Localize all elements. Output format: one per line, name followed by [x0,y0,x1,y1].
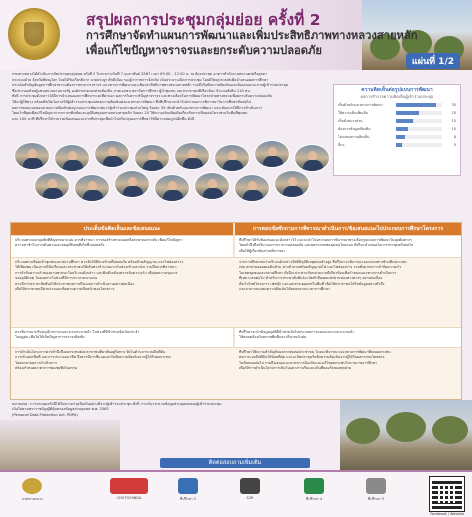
roadside-photo-right [340,400,472,470]
summary-bar-value: 35 [451,102,456,107]
intro-paragraph [12,72,330,136]
page-subtitle-line1: การศึกษาจัดทำแผนการพัฒนาและเพิ่มประสิทธิภาพทางหลวงสายหลัก [86,29,418,42]
summary-bar-value: 20 [451,110,456,115]
intro-line: โดยเร็วที่สุดเพื่อแก้ไขปัญหาการจราจรติดขัดและอุบัติเหตุบนทางหลวงสายหลัก ร้อยละ 20 ให้ความเห็นเพิ่มเติมเกี่ยวกับการเชื่อมต่อโครงข่ายในพื้นที่ชุมชน [12,111,248,116]
contact-banner: ติดต่อสอบถามเพิ่มเติม [160,458,310,468]
summary-subtitle: ผลการสำรวจความคิดเห็นผู้เข้าร่วมประชุม [360,94,434,99]
meeting-photo [294,144,330,172]
summary-title: ความคิดเห็นต่อรูปแบบการพัฒนา [361,87,433,93]
department-logo [8,8,60,60]
summary-bar-row [338,141,456,148]
summary-bar-track [396,127,442,131]
comments-table [10,222,462,400]
comment-cell: บริเวณทางแยกจุดตัดที่สัญจรหนาแน่น ควรพิจารณา การก่อสร้างทางลอดหรือสะพานยกระดับ เพื่อแก้ไขปัญหา ความล่าช้าในการเดินทางและลดอุบัติเหตุที่เกิดขึ้นบ่อยครั้ง [15,238,183,248]
summary-bar-fill [396,103,436,107]
table-row [11,327,461,347]
summary-bar-label: เห็นด้วยบางส่วน [338,118,363,123]
table-row [11,257,461,327]
page-title: สรุปผลการประชุมกลุ่มย่อย ครั้งที่ 2 [86,11,321,29]
partner-logo-mark [304,478,324,494]
partner-logo-mark [110,478,148,494]
intro-line: ทั้งนี้ การประชุมดังกล่าวได้มีการนำเสนอผลการศึกษาระยะที่ผ่านมา ผลการวิเคราะห์ปัญหาจราจร และทางเลือกในการพัฒนาโครงข่ายทางหลวงเพื่อยกระดับความปลอดภัย [12,94,273,99]
meeting-photo [14,142,50,170]
summary-bar-row [338,109,456,116]
summary-bar-row [338,117,456,124]
footnote: หมายเหตุ : การประชุมครั้งนี้ได้รับความร่วมมือเป็นอย่างดีจากผู้เข้าร่วมประชุม ทั้งนี้ การเก็บรวบรวมข้อมูลส่วนบุคคลของผู้เข้าร่วมประชุม เป็นไปตามพระราชบัญญัติคุ้มครองข้อมูลส่วนบุคคล พ.ศ. 2562 (Personal Data Protection Act: PDPA) [12,402,222,417]
summary-bar-track [396,143,442,147]
summary-bar-label: ต้องการข้อมูลเพิ่มเติม [338,126,371,131]
summary-bar-value: 8 [453,134,456,139]
partner-logo: ที่ปรึกษา 2 [178,478,198,506]
summary-bar-track [396,119,442,123]
meeting-photo [234,174,270,202]
comment-cell: ควรพิจารณาปรับปรุงผิวจราจรและระบบระบายน้ำ ในช่วงที่มีน้ำท่วมขังเป็นประจำ ในฤดูฝน เพื่อไม่ให้เกิดปัญหาการจราจรติดขัด [15,330,140,340]
comment-cell: บริเวณทางเชื่อมเข้าชุมชนและสถานศึกษา ควรจัดให้มีทางข้ามที่ปลอดภัย พร้อมป้ายสัญญาณ และไฟส่องสว่าง ให้เพียงพอ เนื่องจากมีนักเรียนและประชาชนใช้เส้นทางจำนวนมากในช่วงเช้าและเย็น รวมถึงควรพิจารณา การจำกัดความเร็วของยานพาหนะในบริเวณดังกล่าว และติดตั้งกล้องตรวจจับความเร็ว เพื่อลดความรุนแรง ของอุบัติเหตุ โดยเฉพาะในช่วงที่มีการจราจรหนาแน่น ควรมีการประชาสัมพันธ์ให้ประชาชนทราบถึงแผนการดำเนินงานอย่างต่อเนื่อง เพื่อให้ประชาชนมีส่วนร่วมและติดตามความคืบหน้าของโครงการ [15,260,183,292]
intro-line: กรมทางหลวงได้ดำเนินการจัดประชุมกลุ่มย่อย ครั้งที่ 2 ในระหว่างวันที่ 7 กุมภาพันธ์ 2567 เวลา 09.00 – 12.00 น. ณ ห้องประชุม อาคารสำนักงานพระนครศรีอยุธยา [12,72,267,76]
intro-line: และ 100 นาที ที่ปรึกษาได้รวบรวมข้อเสนอแนะจากที่ประชุมเพื่อนำไปปรับปรุงผลการศึกษาให้มีความสมบูรณ์ยิ่งขึ้น ดังนี้ [12,116,195,121]
meeting-photo [174,142,210,170]
response-cell: ที่ปรึกษาให้ความสำคัญกับผลกระทบต่อประชาชน โดยจะพิจารณาแนวทางการพัฒนาที่ลดผลกระทบ ต่อการเวนคืนที่ดินให้น้อยที่สุด และจะจัดประชุมรับฟังความคิดเห็นจากผู้ได้รับผลกระทบโดยตรง ในขั้นตอนต่อไป รวมถึงเสนอแนะมาตรการป้องกันและแก้ไขผลกระทบในรายงานการศึกษา เพื่อให้การดำเนินโครงการเป็นไปอย่างราบรื่นและเป็นที่ยอมรับของทุกฝ่าย [239,350,391,371]
partner-logo: ที่ปรึกษา 5 [366,478,386,506]
summary-bar-label: ไม่แสดงความคิดเห็น [338,134,370,139]
meeting-photos [12,140,328,202]
summary-bar-fill [396,111,419,115]
intro-line: ให้แก่ผู้ใช้ทาง พร้อมทั้งเปิดโอกาสให้ผู้เข้าร่วมประชุมแสดงความคิดเห็นต่อแนวทางการพัฒนา ซึ่งที่ปรึกษาจะนำไปประกอบการพิจารณาในการศึกษาขั้นต่อไป [12,99,251,104]
partner-logo: ที่ปรึกษา 4 [304,478,324,506]
meeting-photo [254,140,290,168]
qr-code-icon[interactable] [430,477,464,511]
summary-bar-label: อื่นๆ [338,142,345,147]
roadside-photo-left [0,420,120,472]
summary-bar-value: 5 [453,142,456,147]
partner-logo-mark [178,478,198,494]
table-row [11,235,461,257]
meeting-photo [274,170,310,198]
opinion-summary-box [333,84,461,176]
sheet-number-badge: แผ่นที่ 1/2 [406,53,460,69]
meeting-photo [54,144,90,172]
partner-logo: S2R [240,478,260,506]
comment-cell: การดำเนินโครงการควรคำนึงถึงผลกระทบต่อประชาชนที่อาศัยอยู่ริมทาง ทั้งในด้านการเวนคืนที่ดิน การเข้าออกพื้นที่ และการประกอบอาชีพ จึงควรมีการชี้แจงและรับฟังความคิดเห็นจากผู้ได้รับผลกระทบ โดยตรงก่อนการดำเนินการ พร้อมกำหนดมาตรการชดเชยที่เป็นธรรม [15,350,171,371]
meeting-photo [214,144,250,172]
summary-bar-fill [396,119,413,123]
summary-bar-row [338,125,456,132]
meeting-photo [74,174,110,202]
intro-line: ประเด็นสำคัญข้อมูลการศึกษาความต้องการทางการจราจร แนวทางการพัฒนาและเพิ่มประสิทธิภาพทางหลวงสายหลัก รวมถึงรับฟังความคิดเห็นและข้อเสนอแนะจากผู้เข้าร่วมประชุม [12,83,289,88]
summary-bars [334,99,460,151]
header-banner [0,0,472,70]
response-cell: ที่ปรึกษาได้รับข้อเสนอแนะดังกล่าวไว้ และจะนำไปประกอบการพิจารณาทางเลือกรูปแบบการพัฒนาในจุดตัดต่างๆ โดยคำนึงถึงปริมาณจราจร ความปลอดภัย และผลกระทบต่อชุมชนโดยรอบ ทั้งนี้จะนำเสนอในการประชุมครั้งต่อไป เพื่อให้ผู้เกี่ยวข้องร่วมพิจารณา [239,238,414,253]
summary-bar-label: ให้ความเห็นเพิ่มเติม [338,110,369,115]
qr-label: Facebook / Website [430,512,464,516]
partner-logo-mark [240,478,260,494]
partner-logo-mark [22,478,42,494]
summary-bar-label: เห็นด้วยกับแนวทางการพัฒนา [338,102,383,107]
summary-bar-fill [396,127,408,131]
partner-footer [0,470,472,517]
summary-bar-track [396,103,442,107]
meeting-photo [114,170,150,198]
partner-logo: CHOTICHINDA [110,478,148,506]
summary-bar-track [396,111,442,115]
meeting-photo [154,174,190,202]
summary-bar-fill [396,143,402,147]
summary-bar-value: 15 [451,118,456,123]
partner-logo-mark [366,478,386,494]
partner-logo: กรมทางหลวง [22,478,42,506]
table-header-comments: ประเด็นข้อคิดเห็นและข้อเสนอแนะ [11,223,233,235]
response-cell: จากการศึกษาพบว่าบริเวณดังกล่าวมีสถิติอุบัติเหตุค่อนข้างสูง ที่ปรึกษาจะพิจารณาออกแบบทางข้ามที่เหมาะสม เช่น สะพานลอยคนเดินข้าม ทางม้าลายพร้อมสัญญาณไฟ และไฟส่องสว่าง รวมทั้งมาตรการจำกัดความเร็ว ในเขตชุมชนและสถานศึกษา ทั้งนี้จะประสานกับหน่วยงานที่เกี่ยวข้องเพื่อกำหนดแนวทางการดำเนินการ ที่เหมาะสมต่อไป สำหรับการประชาสัมพันธ์จะจัดทำสื่อเผยแพร่ผ่านช่องทางต่างๆ อย่างต่อเนื่อง ทั้งเว็บไซต์โครงการ เฟซบุ๊ก และเอกสารเผยแพร่ในพื้นที่ เพื่อให้ประชาชนได้รับข้อมูลอย่างทั่วถึง และสามารถแสดงความคิดเห็นได้ตลอดระยะเวลาการศึกษา [239,260,407,292]
meeting-photo [94,140,130,168]
meeting-photo [134,144,170,172]
summary-bar-value: 10 [451,126,456,131]
intro-line: ซึ่งประกอบด้วยผู้แทนหน่วยงานภาครัฐ องค์กรปกครองส่วนท้องถิ่น ภาคเอกชน สถาบันการศึกษา ผู้นำชุมชน และประชาชนที่เกี่ยวข้อง จำนวนทั้งสิ้น 110 คน [12,88,250,93]
summary-bar-track [396,135,442,139]
summary-bar-row [338,101,456,108]
meeting-photo [34,172,70,200]
table-header-responses: การตอบข้อซักถามการพิจารณาดำเนินการ/ข้อเสนอแนะไปประกอบการศึกษาโครงการ [235,223,461,235]
intro-line: ผลการตอบแบบสอบถามความคิดเห็นต่อรูปแบบการพัฒนาพบว่าผู้เข้าร่วมประชุมส่วนใหญ่ ร้อยละ 35 เห็นด้วยกับแนวทางการพัฒนา และเห็นควรให้มีการดำเนินการ [12,105,262,110]
response-cell: ที่ปรึกษาจะนำข้อมูลจุดที่มีน้ำท่วมขังไปประกอบการออกแบบระบบระบายน้ำ ให้สอดคล้องกับสภาพพื้นที่และปริมาณน้ำฝน [239,330,354,340]
meeting-photo [194,172,230,200]
table-row [11,347,461,399]
summary-bar-fill [396,135,405,139]
summary-bar-row [338,133,456,140]
page-subtitle-line2: เพื่อแก้ไขปัญหาจราจรและยกระดับความปลอดภัย [86,44,322,57]
intro-line: ประกอบด้วย จังหวัดพิษณุโลก โดยได้รับเกียรติจาก นายประยูร ศักดิ์เมือง รองผู้ว่าราชการจังหวัด เป็นประธานเปิดการประชุม โดยมีวัตถุประสงค์เพื่อนำเสนอผลการศึกษา [12,77,269,82]
